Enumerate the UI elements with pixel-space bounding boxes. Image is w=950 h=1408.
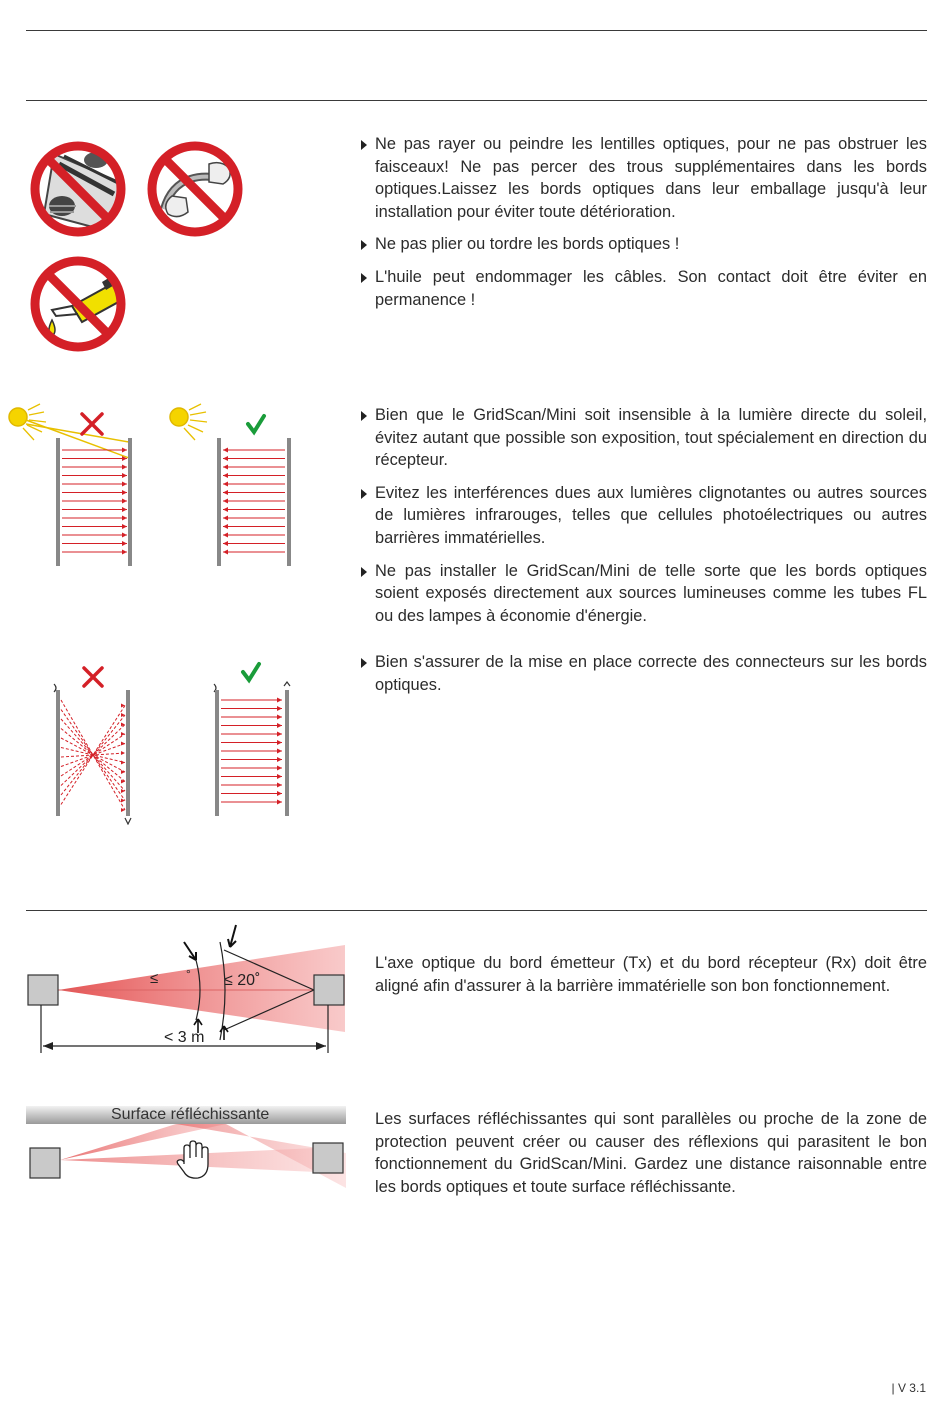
beam-arrowhead	[277, 732, 282, 737]
beam-arrowhead	[121, 799, 125, 803]
beam-arrowhead	[223, 516, 228, 521]
prohibition-icons	[24, 134, 254, 359]
bullet-arrow-icon	[361, 567, 367, 577]
beam-arrowhead	[277, 749, 282, 754]
beam-arrowhead	[122, 482, 127, 487]
beam-arrowhead	[223, 533, 228, 538]
version-footer: | V 3.1	[891, 1381, 926, 1395]
beam-arrowhead	[122, 507, 127, 512]
beam-arrowhead	[223, 473, 228, 478]
reflection-text: Les surfaces réfléchissantes qui sont parallèles ou proche de la zone de protection peuvent créer ou causer des réflexions qui parasitent le bon fonctionnement du GridScan/Mini. Gardez une distance raisonnable entre les bords optiques et toute surface réfléchissante.	[375, 1110, 927, 1196]
bullet-text: Bien s'assurer de la mise en place correcte des connecteurs sur les bords optiques.	[375, 653, 927, 694]
section-rule	[26, 910, 927, 911]
beam-arrowhead	[223, 541, 228, 546]
top-rule	[26, 30, 927, 31]
list-item	[360, 560, 927, 628]
beam-arrowhead	[122, 465, 127, 470]
sunlight-figures	[6, 400, 306, 572]
bullet-arrow-icon	[361, 240, 367, 250]
list-item	[360, 651, 927, 696]
beam-arrowhead	[122, 473, 127, 478]
surface-label: Surface réfléchissante	[111, 1106, 270, 1123]
beam-line	[61, 715, 125, 795]
beam-arrowhead	[122, 541, 127, 546]
list-item	[360, 133, 927, 223]
bullet-text: Ne pas plier ou tordre les bords optiques !	[375, 235, 680, 254]
section2-bullets	[360, 404, 927, 637]
no-oil-icon	[34, 259, 124, 349]
list-item	[360, 266, 927, 311]
beam-arrowhead	[122, 550, 127, 555]
header-rule	[26, 100, 927, 101]
beam-arrowhead	[121, 751, 125, 755]
beam-arrowhead	[223, 456, 228, 461]
emitter-bar	[56, 438, 60, 566]
beam-arrowhead	[122, 516, 127, 521]
bullet-arrow-icon	[361, 140, 367, 150]
section3-bullets	[360, 651, 927, 706]
no-scratch-icon	[34, 144, 124, 234]
beam-arrows-right	[221, 698, 282, 805]
bullet-arrow-icon	[361, 658, 367, 668]
edge-bar	[56, 690, 60, 816]
connector-figures	[40, 660, 310, 825]
beam-arrowhead	[223, 482, 228, 487]
beam-arrowhead	[277, 723, 282, 728]
angle-degree-mark: °	[186, 967, 191, 981]
hand-stop-icon	[177, 1141, 208, 1178]
list-item	[360, 404, 927, 472]
beam-arrowhead	[277, 774, 282, 779]
beam-arrowhead	[277, 740, 282, 745]
edge-bar	[285, 690, 289, 816]
bullet-arrow-icon	[361, 489, 367, 499]
beam-arrowhead	[121, 761, 125, 765]
beam-arrowhead	[277, 766, 282, 771]
section1-bullets	[360, 133, 927, 321]
beam-arrowhead	[122, 524, 127, 529]
bullet-text: L'huile peut endommager les câbles. Son contact doit être éviter en permanence !	[375, 267, 927, 309]
beam-arrowhead	[277, 698, 282, 703]
bullet-arrow-icon	[361, 411, 367, 421]
cross-mark-icon	[82, 414, 102, 434]
beam-arrowhead	[223, 490, 228, 495]
beam-arrowhead	[122, 533, 127, 538]
receiver-box	[314, 975, 344, 1005]
angle-label-right: ≤ 20˚	[224, 972, 261, 989]
beam-arrowhead	[223, 448, 228, 453]
beam-arrowhead	[121, 789, 125, 793]
beam-arrowhead	[122, 499, 127, 504]
beam-arrowhead	[277, 791, 282, 796]
beam-arrowhead	[122, 448, 127, 453]
bullet-text: Ne pas installer le GridScan/Mini de telle sorte que les bords optiques soient exposés directement aux sources lumineuses comme les tubes FL ou des lampes à économie d'énergie.	[375, 561, 927, 625]
beam-arrowhead	[223, 465, 228, 470]
beam-arrowhead	[121, 742, 125, 746]
edge-bar	[126, 690, 130, 816]
beam-arrowhead	[277, 757, 282, 762]
beam-arrows-left	[223, 448, 285, 555]
emitter-bar	[287, 438, 291, 566]
bullet-arrow-icon	[361, 273, 367, 283]
beam-arrows-right	[62, 448, 127, 555]
reflection-diagram	[26, 1098, 348, 1188]
check-mark-icon	[243, 664, 259, 680]
beam-arrowhead	[121, 732, 125, 736]
list-item	[360, 233, 927, 256]
emitter-box	[30, 1148, 60, 1178]
beam-arrowhead	[277, 783, 282, 788]
edge-bar	[215, 690, 219, 816]
list-item	[360, 482, 927, 550]
beam-arrowhead	[223, 507, 228, 512]
receiver-bar	[128, 438, 132, 566]
beam-arrowhead	[223, 550, 228, 555]
receiver-box	[313, 1143, 343, 1173]
beam-arrowhead	[122, 490, 127, 495]
emitter-box	[28, 975, 58, 1005]
angle-label-left: ≤	[150, 970, 159, 987]
beam-arrowhead	[223, 524, 228, 529]
beam-arrowhead	[277, 800, 282, 805]
beam-arrowhead	[223, 499, 228, 504]
receiver-bar	[217, 438, 221, 566]
beam-arrowhead	[277, 706, 282, 711]
bullet-text: Evitez les interférences dues aux lumières clignotantes ou autres sources de lumières infrarouges, telles que cellules photoélectriques ou autres barrières immatérielles.	[375, 483, 927, 547]
check-mark-icon	[248, 416, 264, 432]
bullet-text: Bien que le GridScan/Mini soit insensible à la lumière directe du soleil, évitez autant que possible son exposition, tout spécialement en direction du récepteur.	[375, 406, 927, 470]
no-bend-icon	[152, 144, 242, 234]
crossed-beams	[61, 700, 125, 812]
alignment-text: L'axe optique du bord émetteur (Tx) et du bord récepteur (Rx) doit être aligné afin d'assurer à la barrière immatérielle son bon fonctionnement.	[375, 954, 927, 995]
bullet-text: Ne pas rayer ou peindre les lentilles optiques, pour ne pas obstruer les faisceaux! Ne pas percer des trous supplémentaires dans les bords optiques.Laissez les bords optiques dans leur emballage jusqu'à leur installation pour éviter toute détérioration.	[375, 135, 927, 221]
beam-cone	[58, 945, 345, 1032]
cross-mark-icon	[84, 668, 102, 686]
sun-icon	[170, 404, 207, 440]
alignment-diagram	[24, 920, 349, 1060]
distance-label: < 3 m	[164, 1029, 205, 1046]
beam-arrowhead	[277, 715, 282, 720]
